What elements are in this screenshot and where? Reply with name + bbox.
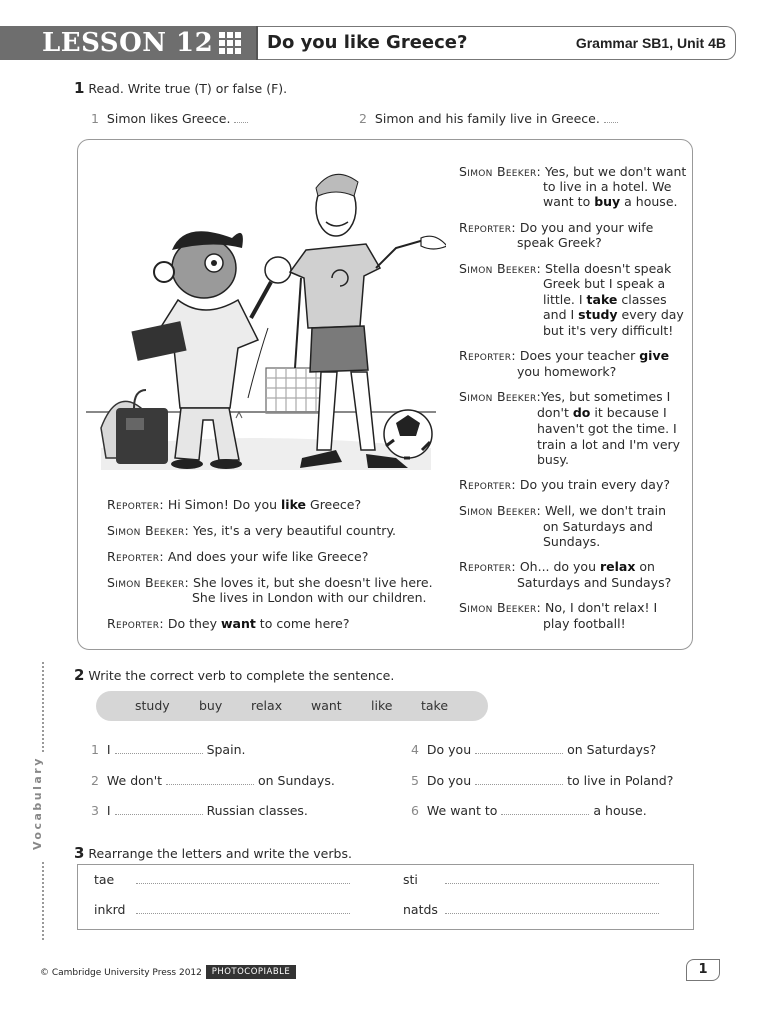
line-text: Yes, but sometimes I <box>541 389 671 404</box>
page-title: Do you like Greece? <box>267 32 468 53</box>
line-text: to come here? <box>255 616 350 631</box>
item-text: Spain. <box>206 742 246 757</box>
line-text: Stella doesn't speak <box>545 261 672 276</box>
photocopiable-badge: PHOTOCOPIABLE <box>206 965 296 979</box>
item-number: 6 <box>411 803 419 818</box>
speaker: Simon Beeker: <box>459 389 542 404</box>
anagram-item <box>403 902 659 918</box>
line-text: No, I don't relax! I <box>545 600 658 615</box>
item-text: We don't <box>106 773 163 788</box>
bold-verb: take <box>586 292 618 307</box>
word-bank-item: like <box>371 698 393 713</box>
word-bank-item: take <box>421 698 449 713</box>
line-text: She loves it, but she doesn't live here. <box>193 575 433 590</box>
speaker: Simon Beeker: <box>459 261 542 276</box>
bold-verb: want <box>220 616 256 631</box>
line-text: Do they <box>167 616 221 631</box>
unit-reference: Grammar SB1, Unit 4B <box>575 35 726 51</box>
item-text: I <box>106 803 111 818</box>
answer-blank[interactable] <box>501 803 589 815</box>
item-number: 3 <box>91 803 99 818</box>
word-bank-item: relax <box>251 698 283 713</box>
speaker: Simon Beeker: <box>459 600 542 615</box>
item-number: 4 <box>411 742 419 757</box>
speaker: Simon Beeker: <box>459 164 542 179</box>
vocabulary-label: Vocabulary <box>31 756 44 850</box>
item-text: Russian classes. <box>206 803 308 818</box>
answer-blank[interactable] <box>445 872 659 884</box>
line-text: Yes, it's a very beautiful country. <box>193 523 397 538</box>
anagram-item <box>94 872 350 888</box>
item-text: a house. <box>593 803 647 818</box>
line-text: don't <box>537 405 573 420</box>
line-text: you homework? <box>517 364 617 379</box>
word-bank <box>96 691 488 721</box>
lesson-number: LESSON 12 <box>42 28 214 58</box>
item-text: We want to <box>426 803 498 818</box>
line-text: train a lot and I'm very <box>537 437 681 452</box>
vocabulary-label-gap <box>33 852 51 862</box>
item-text: on Saturdays? <box>567 742 657 757</box>
line-text: Yes, but we don't want <box>545 164 687 179</box>
anagram-item <box>403 872 659 888</box>
bold-verb: study <box>578 307 618 322</box>
line-text: Do you and your wife <box>519 220 654 235</box>
exercise-number: 3 <box>74 844 85 862</box>
line-text: Sundays. <box>543 534 601 549</box>
speaker: Reporter: <box>107 616 164 631</box>
line-text: on <box>635 559 655 574</box>
line-text: busy. <box>537 452 569 467</box>
copyright: © Cambridge University Press 2012 <box>40 968 202 978</box>
line-text: every day <box>617 307 684 322</box>
speaker: Simon Beeker: <box>107 575 190 590</box>
line-text: Does your teacher <box>519 348 640 363</box>
line-text: and I <box>543 307 579 322</box>
anagram-word: natds <box>403 902 438 917</box>
ex2-item-3 <box>91 803 308 819</box>
speaker: Simon Beeker: <box>459 503 542 518</box>
ex2-item-6 <box>411 803 647 819</box>
item-text: Do you <box>426 742 472 757</box>
answer-blank[interactable] <box>475 773 563 785</box>
line-text: speak Greek? <box>517 235 602 250</box>
line-text: Greek but I speak a <box>543 276 666 291</box>
item-number: 1 <box>91 742 99 757</box>
dialogue-continuation: She lives in London with our children. <box>192 590 427 605</box>
line-text: little. I <box>543 292 587 307</box>
page-number: 1 <box>686 959 720 981</box>
exercise-3-heading <box>74 845 352 862</box>
item-number: 1 <box>91 111 99 126</box>
ex2-item-5 <box>411 773 673 789</box>
line-text: it because I <box>590 405 667 420</box>
line-text: want to <box>543 194 595 209</box>
speaker: Simon Beeker: <box>107 523 190 538</box>
item-text: I <box>106 742 111 757</box>
line-text: a house. <box>620 194 678 209</box>
line-text: Saturdays and Sundays? <box>517 575 672 590</box>
word-bank-item: study <box>135 698 170 713</box>
line-text: but it's very difficult! <box>543 323 674 338</box>
line-text: to live in a hotel. We <box>543 179 672 194</box>
line-text: And does your wife like Greece? <box>167 549 369 564</box>
item-text: to live in Poland? <box>567 773 674 788</box>
line-text: Well, we don't train <box>545 503 667 518</box>
speaker: Reporter: <box>107 497 164 512</box>
line-text: on Saturdays and <box>543 519 653 534</box>
anagram-word: tae <box>94 872 115 887</box>
word-bank-item: buy <box>199 698 223 713</box>
answer-blank[interactable] <box>115 742 203 754</box>
speaker: Reporter: <box>459 220 516 235</box>
ex2-item-2 <box>91 773 335 789</box>
exercise-instruction: Rearrange the letters and write the verbs. <box>88 846 352 861</box>
answer-blank[interactable] <box>166 773 254 785</box>
answer-blank[interactable] <box>475 742 563 754</box>
line-text: play football! <box>543 616 626 631</box>
anagram-word: inkrd <box>94 902 126 917</box>
item-number: 2 <box>91 773 99 788</box>
word-bank-item: want <box>311 698 342 713</box>
exercise-number: 2 <box>74 666 85 684</box>
bold-verb: like <box>281 497 307 512</box>
speaker: Reporter: <box>459 477 516 492</box>
exercise-2-heading <box>74 667 394 684</box>
ex2-item-4 <box>411 742 656 758</box>
line-text: Greece? <box>306 497 362 512</box>
ex2-item-1 <box>91 742 245 758</box>
line-text: Do you train every day? <box>519 477 670 492</box>
exercise-number: 1 <box>74 79 85 97</box>
answer-blank[interactable] <box>445 902 659 914</box>
line-text: Hi Simon! Do you <box>167 497 281 512</box>
item-text: Do you <box>426 773 472 788</box>
anagram-word: sti <box>403 872 418 887</box>
speaker: Reporter: <box>107 549 164 564</box>
exercise-instruction: Write the correct verb to complete the sentence. <box>88 668 395 683</box>
bold-verb: buy <box>594 194 621 209</box>
speaker: Reporter: <box>459 348 516 363</box>
line-text: haven't got the time. I <box>537 421 677 436</box>
speaker: Reporter: <box>459 559 516 574</box>
bold-verb: do <box>572 405 591 420</box>
exercise-instruction: Read. Write true (T) or false (F). <box>88 81 288 96</box>
anagram-item <box>94 902 350 918</box>
item-text: Simon likes Greece. <box>106 111 231 126</box>
line-text: Oh... do you <box>519 559 600 574</box>
item-text: Simon and his family live in Greece. <box>374 111 600 126</box>
item-text: on Sundays. <box>258 773 335 788</box>
answer-blank[interactable] <box>115 803 203 815</box>
answer-blank[interactable] <box>136 872 350 884</box>
answer-blank[interactable] <box>136 902 350 914</box>
bold-verb: give <box>639 348 670 363</box>
line-text: classes <box>617 292 667 307</box>
item-number: 5 <box>411 773 419 788</box>
bold-verb: relax <box>599 559 636 574</box>
item-number: 2 <box>359 111 367 126</box>
